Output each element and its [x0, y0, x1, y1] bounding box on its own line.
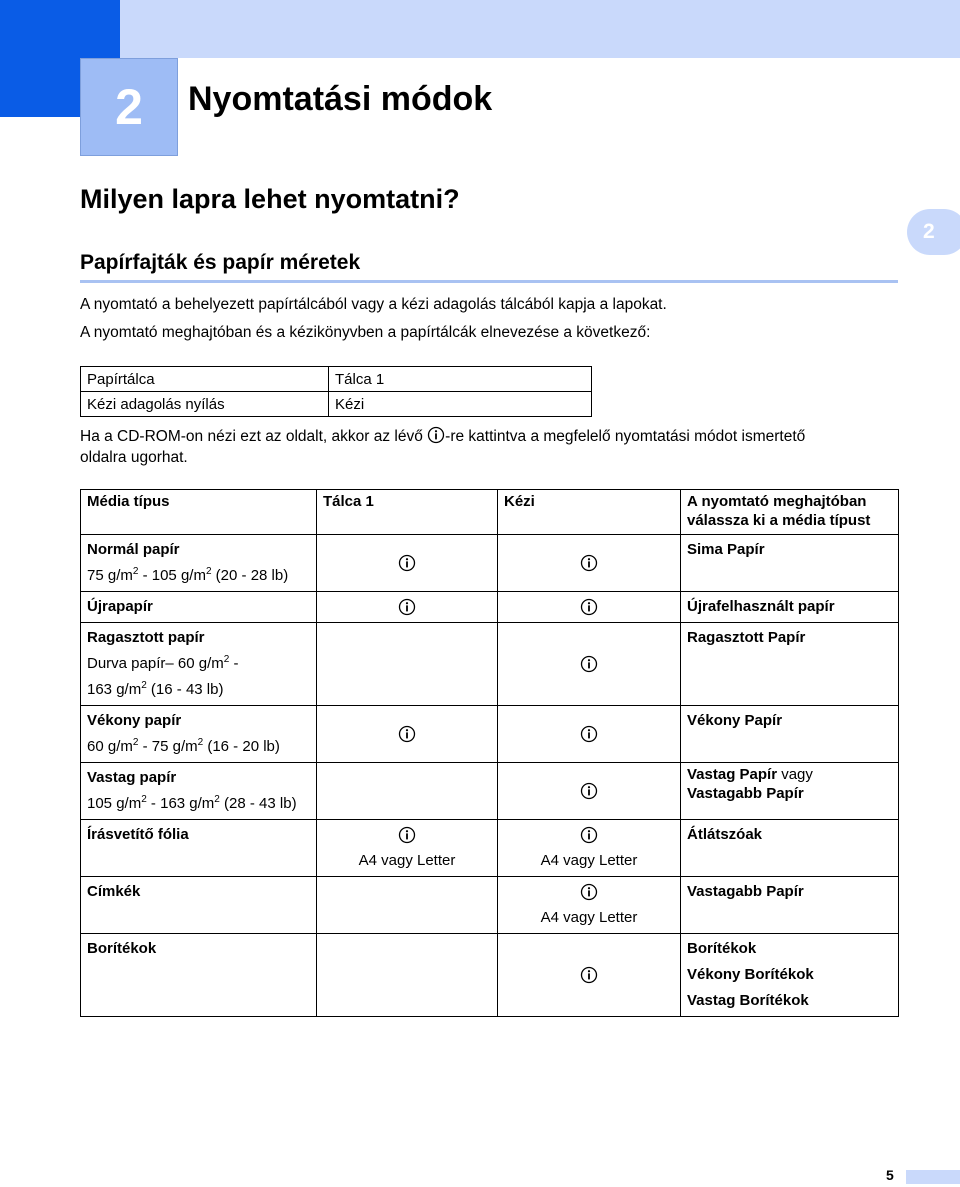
cdrom-text-before: Ha a CD-ROM-on nézi ezt az oldalt, akkor az lévő — [80, 428, 428, 445]
tray-name-cell: Papírtálca — [81, 367, 329, 392]
table-row — [81, 706, 899, 763]
tray-value-cell: Tálca 1 — [329, 367, 592, 392]
media-name: Újrapapír — [81, 592, 317, 623]
media-cell — [81, 763, 317, 820]
col-header-tray1: Tálca 1 — [317, 490, 498, 535]
table-row — [81, 877, 899, 934]
media-weight: 75 $g/m^2 - 105$ $g/m^2$ (20 - 28 lb) — [87, 566, 289, 584]
subsection-rule — [80, 280, 898, 283]
footer-tab — [906, 1170, 960, 1184]
media-name: Borítékok — [81, 934, 317, 1017]
table-row — [81, 367, 592, 392]
size-note: A4 vagy Letter — [358, 852, 456, 869]
media-name: Írásvetítő fólia — [81, 820, 317, 877]
check-icon — [504, 879, 674, 905]
page-number: 5 — [886, 1167, 894, 1183]
table-row — [81, 392, 592, 417]
driver-cell: Újrafelhasznált papír — [681, 592, 899, 623]
media-type-table — [80, 489, 899, 1017]
check-icon — [504, 651, 674, 677]
header-band — [120, 0, 960, 58]
table-row — [81, 934, 899, 1017]
tray1-cell — [317, 820, 498, 877]
manual-cell — [498, 706, 681, 763]
manual-cell — [498, 763, 681, 820]
media-weight: 105 $g/m^2 - 163$ $g/m^2$ (28 - 43 lb) — [87, 794, 297, 812]
section-title: Milyen lapra lehet nyomtatni? — [80, 184, 460, 214]
check-icon — [323, 822, 491, 848]
driver-cell: Vékony Papír — [681, 706, 899, 763]
manual-cell — [498, 877, 681, 934]
check-icon — [323, 721, 491, 747]
tray1-cell — [317, 706, 498, 763]
size-note: A4 vagy Letter — [540, 852, 638, 869]
driver-cell: Vastag Papír vagy Vastagabb Papír — [681, 763, 899, 820]
check-icon — [504, 778, 674, 804]
driver-cell: Átlátszóak — [681, 820, 899, 877]
col-header-media: Média típus — [81, 490, 317, 535]
tray1-cell — [317, 763, 498, 820]
intro-paragraph: A nyomtató a behelyezett papírtálcából vagy a kézi adagolás tálcából kapja a lapokat. — [80, 296, 667, 313]
check-icon — [504, 721, 674, 747]
media-weight: Durva papír– 60 $g/m^2$ - — [87, 654, 239, 672]
table-row — [81, 820, 899, 877]
chapter-title: Nyomtatási módok — [188, 80, 493, 118]
chapter-number: 2 — [80, 58, 178, 156]
media-weight: 60 $g/m^2 - 75$ $g/m^2$ (16 - 20 lb) — [87, 737, 280, 755]
check-icon — [504, 594, 674, 620]
tray1-cell — [317, 623, 498, 706]
subsection-title: Papírfajták és papír méretek — [80, 251, 361, 274]
check-icon — [504, 962, 674, 988]
media-name: Címkék — [81, 877, 317, 934]
tray1-cell — [317, 592, 498, 623]
tray1-cell — [317, 877, 498, 934]
driver-cell: Vastagabb Papír — [681, 877, 899, 934]
media-name: Ragasztott papír — [87, 629, 205, 646]
col-header-driver: A nyomtató meghajtóban válassza ki a média típust — [681, 490, 899, 535]
media-name: Normál papír — [87, 541, 180, 558]
naming-paragraph: A nyomtató meghajtóban és a kézikönyvben a papírtálcák elnevezése a következő: — [80, 324, 651, 341]
tray-name-cell: Kézi adagolás nyílás — [81, 392, 329, 417]
media-name: Vastag papír — [87, 769, 177, 786]
tray-name-table — [80, 366, 592, 417]
tray-value-cell: Kézi — [329, 392, 592, 417]
cdrom-text-after: -re kattintva a megfelelő nyomtatási módot ismertető — [445, 428, 806, 445]
col-header-manual: Kézi — [498, 490, 681, 535]
check-icon — [504, 550, 674, 576]
driver-cell: Borítékok Vékony Borítékok Vastag Borítékok — [681, 934, 899, 1017]
manual-cell — [498, 934, 681, 1017]
table-row — [81, 763, 899, 820]
table-row — [81, 623, 899, 706]
media-cell — [81, 706, 317, 763]
table-row — [81, 592, 899, 623]
size-note: A4 vagy Letter — [540, 909, 638, 926]
cdrom-paragraph — [80, 426, 805, 451]
manual-cell — [498, 623, 681, 706]
media-weight-cont: 163 $g/m^2$ (16 - 43 lb) — [87, 680, 224, 698]
side-chapter-tab: 2 — [907, 209, 960, 255]
manual-cell — [498, 820, 681, 877]
check-icon — [323, 550, 491, 576]
check-icon — [323, 594, 491, 620]
table-header-row — [81, 490, 899, 535]
manual-cell — [498, 535, 681, 592]
check-icon — [504, 822, 674, 848]
cdrom-paragraph-cont: oldalra ugorhat. — [80, 449, 188, 466]
media-cell — [81, 535, 317, 592]
media-cell — [81, 623, 317, 706]
tray1-cell — [317, 934, 498, 1017]
info-circle-icon[interactable] — [427, 426, 445, 451]
media-name: Vékony papír — [87, 712, 182, 729]
table-row — [81, 535, 899, 592]
driver-cell: Sima Papír — [681, 535, 899, 592]
tray1-cell — [317, 535, 498, 592]
driver-cell: Ragasztott Papír — [681, 623, 899, 706]
manual-cell — [498, 592, 681, 623]
